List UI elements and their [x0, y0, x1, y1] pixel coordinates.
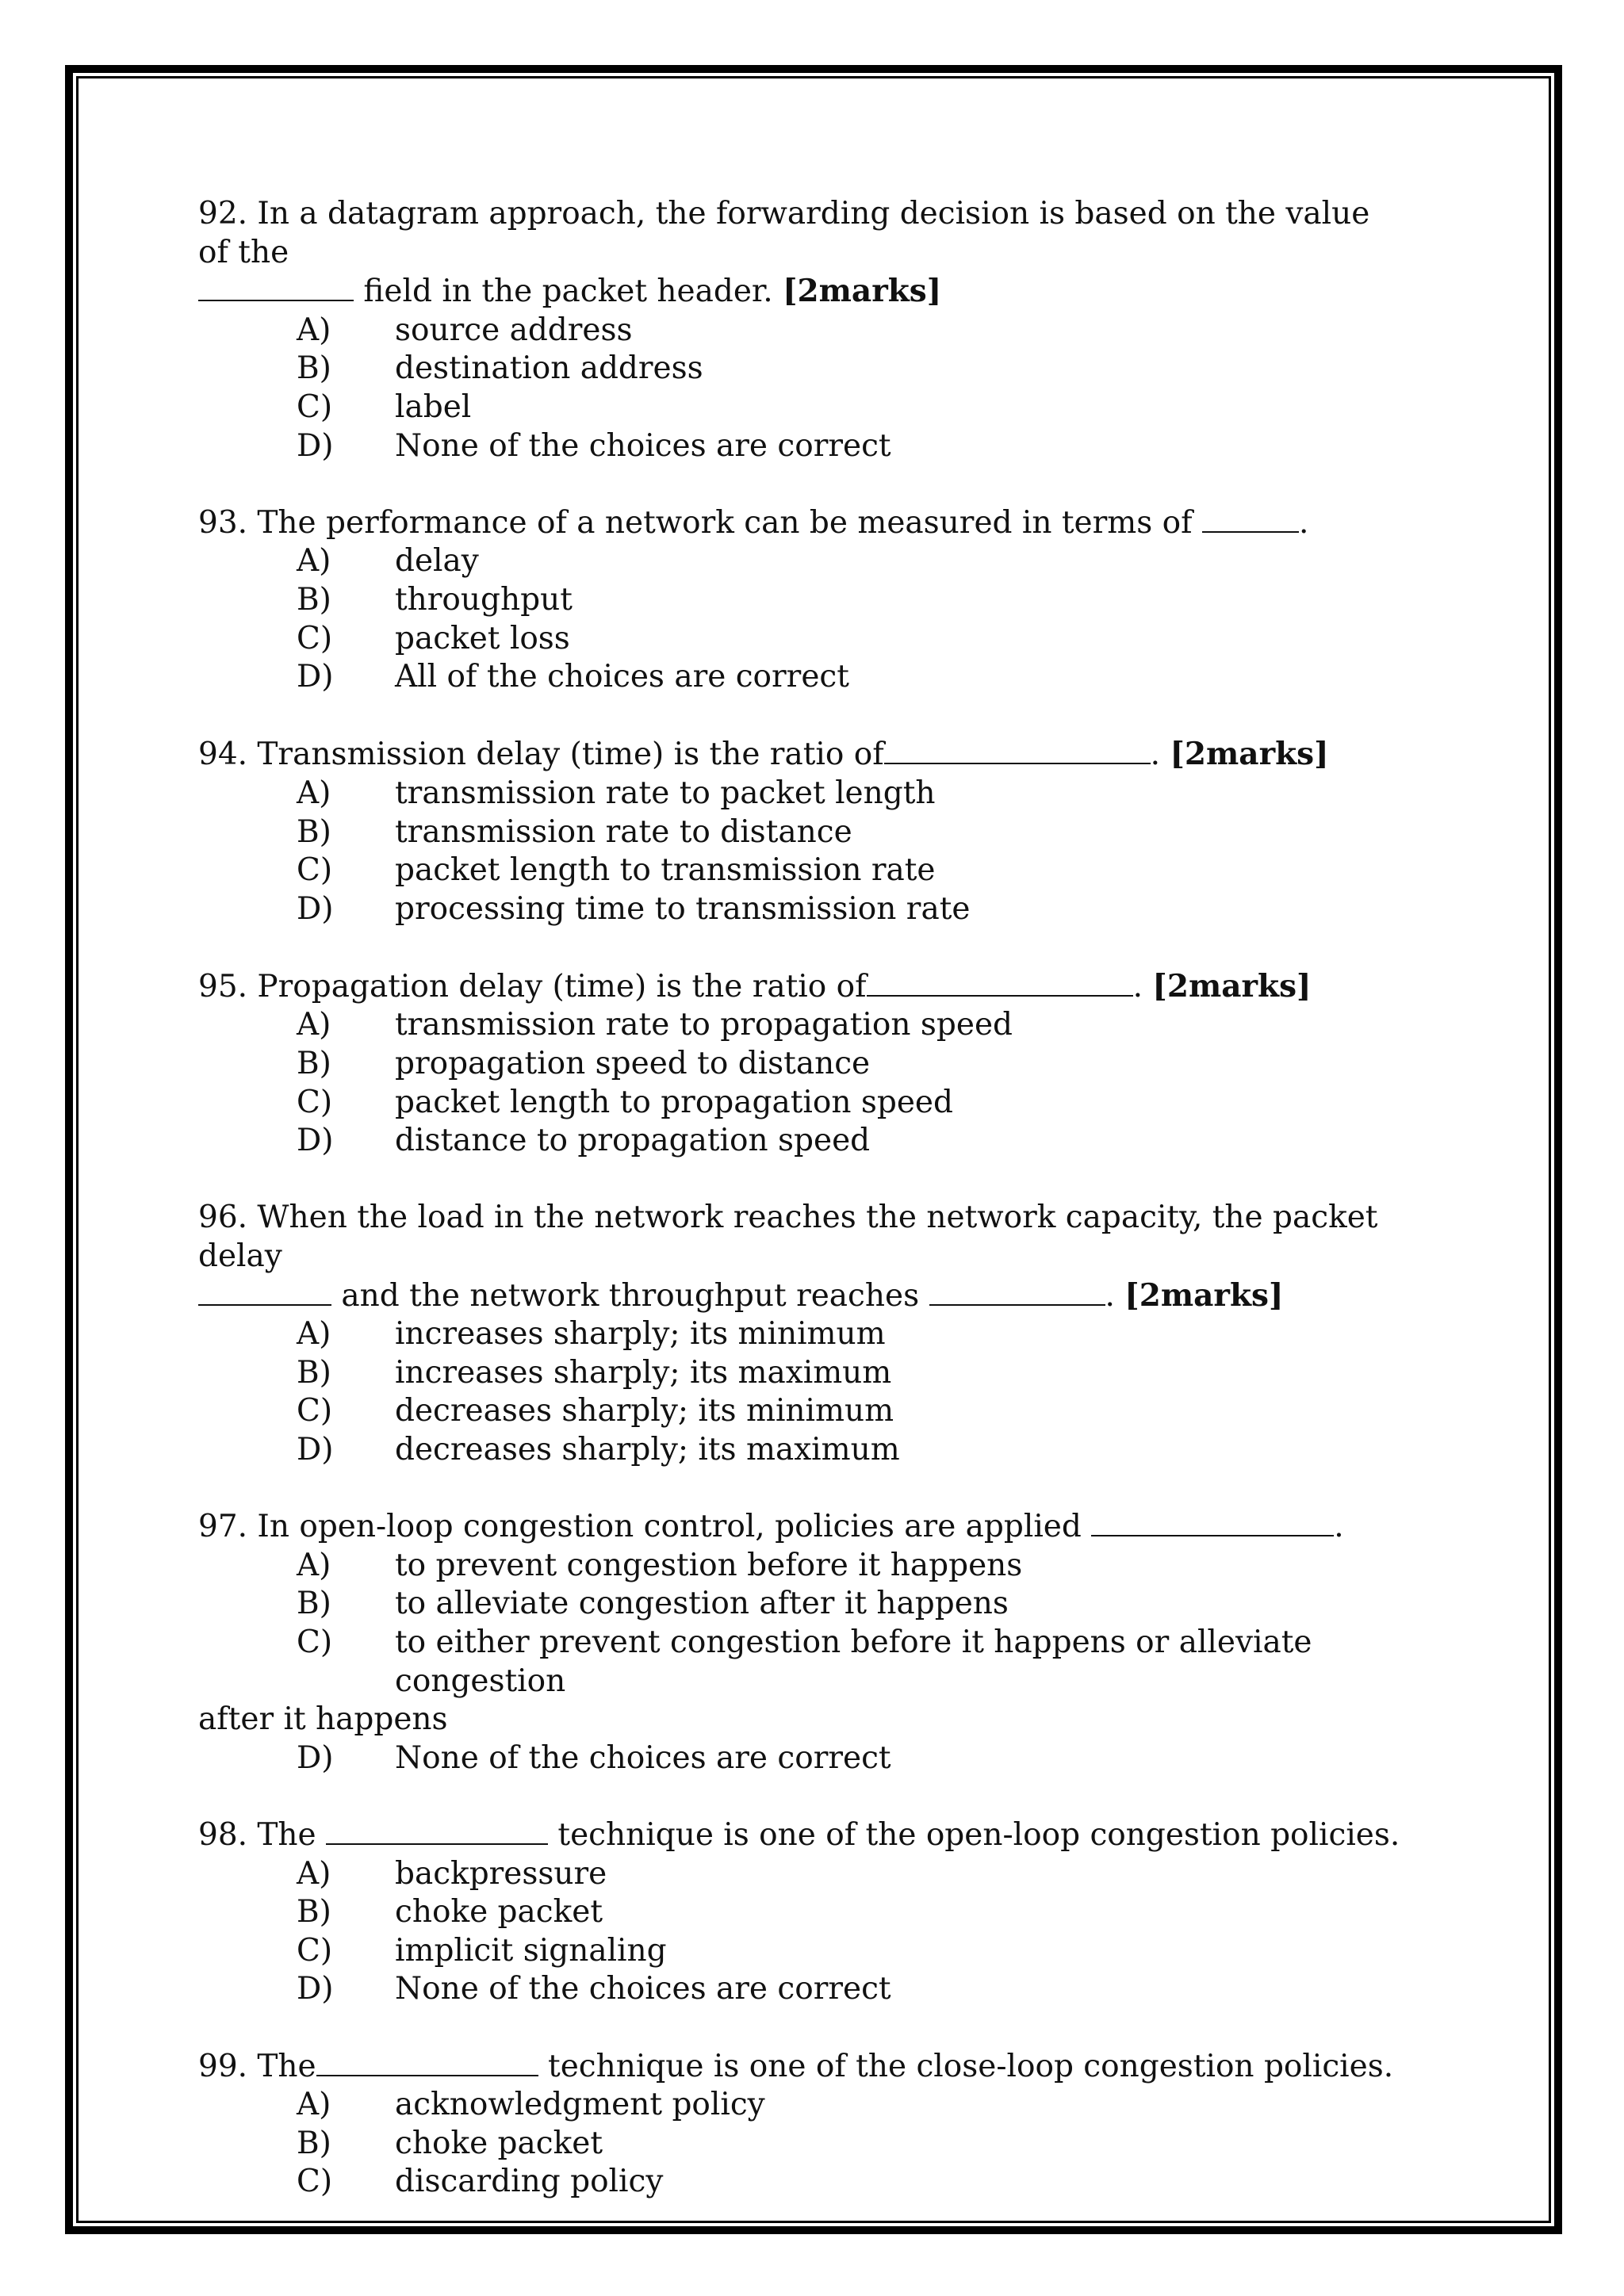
question-94: [198, 735, 1404, 928]
option-text: discarding policy: [395, 2164, 664, 2200]
option-letter: D): [297, 427, 334, 464]
question-97: [198, 1508, 1404, 1777]
stem-text: technique is one of the close-loop congestion policies.: [538, 2048, 1394, 2084]
option-text: label: [395, 388, 472, 425]
stem-text: 94. Transmission delay (time) is the ratio of: [198, 737, 884, 773]
option-b: [198, 813, 1404, 852]
option-text: choke packet: [395, 2125, 603, 2161]
option-text: implicit signaling: [395, 1932, 667, 1969]
answer-blank: [198, 273, 354, 301]
option-letter: B): [297, 1586, 331, 1622]
option-d: [198, 1970, 1404, 2009]
option-letter: C): [297, 852, 333, 889]
option-text: delay: [395, 543, 479, 580]
option-text: to alleviate congestion after it happens: [395, 1586, 1009, 1622]
question-96: [198, 1199, 1404, 1469]
answer-blank: [326, 1816, 548, 1845]
stem-text: 98. The: [198, 1816, 327, 1853]
option-letter: A): [297, 312, 331, 348]
option-letter: A): [297, 1547, 331, 1583]
option-text: packet loss: [395, 620, 570, 656]
option-text: throughput: [395, 581, 573, 618]
option-a: [198, 542, 1404, 581]
question-stem: [198, 504, 1404, 543]
option-a: [198, 1315, 1404, 1354]
option-b: [198, 1354, 1404, 1393]
stem-text: and the network throughput reaches: [331, 1277, 929, 1314]
stem-text: .: [1132, 968, 1153, 1004]
stem-text: 96. When the load in the network reaches the network capacity, the packet delay: [198, 1200, 1378, 1275]
option-letter: B): [297, 2125, 331, 2161]
question-stem: [198, 1508, 1404, 1547]
option-text: destination address: [395, 350, 703, 387]
stem-text: technique is one of the open-loop congestion policies.: [548, 1816, 1400, 1853]
option-b: [198, 1585, 1404, 1624]
marks-label: [2marks]: [1152, 967, 1312, 1004]
option-text: choke packet: [395, 1894, 603, 1931]
option-c: [198, 1084, 1404, 1123]
question-list: [198, 195, 1404, 2240]
answer-blank: [929, 1277, 1105, 1306]
option-text: source address: [395, 312, 633, 348]
stem-text: field in the packet header.: [354, 274, 783, 310]
option-text: None of the choices are correct: [395, 1739, 891, 1776]
option-text: acknowledgment policy: [395, 2087, 765, 2123]
option-letter: C): [297, 1624, 333, 1660]
option-d: [198, 1739, 1404, 1778]
question-stem: [198, 1199, 1404, 1315]
option-letter: C): [297, 1932, 333, 1969]
stem-text: .: [1298, 504, 1309, 541]
option-letter: D): [297, 890, 334, 927]
option-text: backpressure: [395, 1855, 607, 1892]
option-b: [198, 350, 1404, 388]
option-text: to prevent congestion before it happens: [395, 1547, 1023, 1583]
option-text: increases sharply; its minimum: [395, 1316, 886, 1353]
option-letter: C): [297, 1084, 333, 1120]
question-98: [198, 1816, 1404, 2009]
option-text: packet length to propagation speed: [395, 1084, 953, 1120]
option-letter: A): [297, 1855, 331, 1892]
option-c: [198, 620, 1404, 659]
option-text: decreases sharply; its maximum: [395, 1432, 900, 1468]
option-text: None of the choices are correct: [395, 427, 891, 464]
question-93: [198, 504, 1404, 697]
option-text: propagation speed to distance: [395, 1046, 871, 1082]
stem-text: 99. The: [198, 2048, 316, 2084]
option-letter: D): [297, 1739, 334, 1776]
option-text: transmission rate to distance: [395, 813, 852, 850]
option-c: [198, 2163, 1404, 2202]
option-letter: B): [297, 1354, 331, 1391]
option-b: [198, 1045, 1404, 1084]
question-stem: [198, 195, 1404, 312]
option-text: increases sharply; its maximum: [395, 1354, 892, 1391]
option-d: [198, 658, 1404, 697]
option-letter: D): [297, 1123, 334, 1159]
option-letter: A): [297, 775, 331, 811]
option-letter: D): [297, 1432, 334, 1468]
option-letter: B): [297, 813, 331, 850]
option-text: processing time to transmission rate: [395, 890, 971, 927]
option-a: [198, 1006, 1404, 1045]
stem-text: .: [1105, 1277, 1125, 1314]
marks-label: [2marks]: [1124, 1276, 1284, 1314]
marks-label: [2marks]: [1170, 736, 1329, 773]
question-stem: [198, 2048, 1404, 2087]
option-letter: A): [297, 1007, 331, 1043]
answer-blank: [884, 736, 1151, 764]
option-d: [198, 890, 1404, 929]
stem-text: 92. In a datagram approach, the forwarding decision is based on the value of the: [198, 196, 1370, 270]
option-text: transmission rate to propagation speed: [395, 1007, 1013, 1043]
option-c: [198, 1932, 1404, 1971]
option-text: distance to propagation speed: [395, 1123, 871, 1159]
stem-text: .: [1334, 1509, 1344, 1545]
option-text: to either prevent congestion before it happens or alleviate congestion: [395, 1624, 1312, 1699]
option-b: [198, 1893, 1404, 1932]
question-stem: [198, 1816, 1404, 1855]
option-letter: D): [297, 1971, 334, 2007]
option-letter: A): [297, 543, 331, 580]
question-95: [198, 967, 1404, 1161]
option-letter: C): [297, 1393, 333, 1429]
option-text: None of the choices are correct: [395, 1971, 891, 2007]
option-text: transmission rate to packet length: [395, 775, 936, 811]
option-d: [198, 1122, 1404, 1161]
stem-text: 93. The performance of a network can be measured in terms of: [198, 504, 1202, 541]
option-letter: C): [297, 388, 333, 425]
option-letter: C): [297, 2164, 333, 2200]
option-text: decreases sharply; its minimum: [395, 1393, 894, 1429]
answer-blank: [867, 968, 1133, 997]
option-a: [198, 1547, 1404, 1586]
option-d: [198, 427, 1404, 466]
stem-text: 95. Propagation delay (time) is the ratio of: [198, 968, 867, 1004]
option-letter: A): [297, 1316, 331, 1353]
option-c-continuation: after it happens: [198, 1701, 448, 1738]
question-stem: [198, 735, 1404, 775]
option-c: [198, 1392, 1404, 1431]
question-stem: [198, 967, 1404, 1007]
option-letter: B): [297, 350, 331, 387]
option-text: packet length to transmission rate: [395, 852, 936, 889]
stem-text: 97. In open-loop congestion control, policies are applied: [198, 1509, 1092, 1545]
answer-blank: [316, 2048, 538, 2076]
option-letter: D): [297, 659, 334, 695]
stem-text: .: [1150, 737, 1170, 773]
option-d: [198, 1431, 1404, 1470]
marks-label: [2marks]: [783, 273, 942, 310]
option-a: [198, 312, 1404, 350]
option-letter: B): [297, 1894, 331, 1931]
answer-blank: [1091, 1508, 1334, 1536]
option-b: [198, 2125, 1404, 2164]
question-99: [198, 2048, 1404, 2202]
answer-blank: [198, 1277, 331, 1306]
option-c: [198, 1624, 1404, 1701]
question-92: [198, 195, 1404, 465]
answer-blank: [1202, 504, 1299, 533]
option-a: [198, 2086, 1404, 2125]
option-a: [198, 775, 1404, 813]
option-c: [198, 851, 1404, 890]
option-text: All of the choices are correct: [395, 659, 849, 695]
option-letter: C): [297, 620, 333, 656]
option-c: [198, 388, 1404, 427]
option-b: [198, 581, 1404, 620]
option-letter: A): [297, 2087, 331, 2123]
option-a: [198, 1855, 1404, 1894]
option-letter: B): [297, 1046, 331, 1082]
option-letter: B): [297, 581, 331, 618]
